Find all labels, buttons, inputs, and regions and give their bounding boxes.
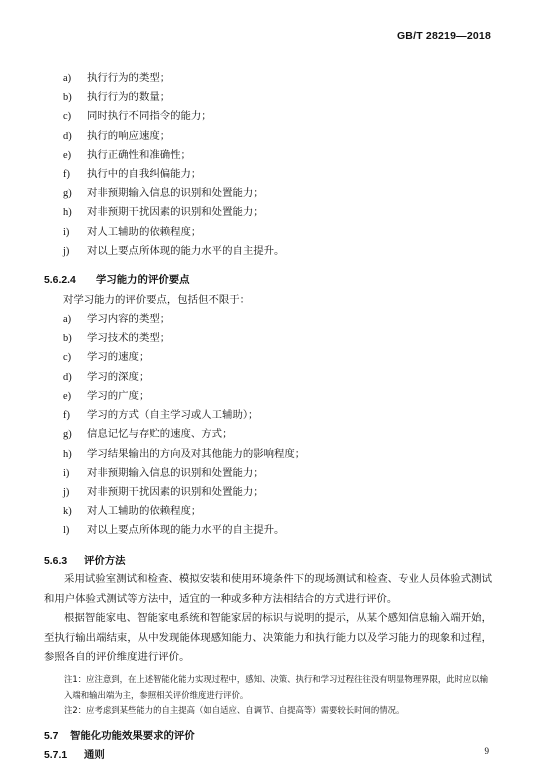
section-heading-5-7: 5.7 智能化功能效果要求的评价 (44, 730, 195, 742)
list-item: j) 对非预期干扰因素的识别和处置能力； (63, 486, 264, 498)
note-2: 注2：应考虑到某些能力的自主提高（如自适应、自调节、自提高等）需要较长时间的情况。 (64, 705, 405, 715)
list-item: f) 执行中的自我纠偏能力； (63, 168, 202, 180)
paragraph-method: 采用试验室测试和检查、模拟安装和使用环境条件下的现场测试和检查、专业人员体验式测试和用户体验式测试等方法中，适宜的一种或多种方法相结合的方式进行评价。 (44, 573, 492, 605)
list-item: j) 对以上要点所体现的能力水平的自主提升。 (63, 245, 285, 257)
list-item: h) 学习结果输出的方向及对其他能力的影响程度； (63, 448, 306, 460)
list-item: i) 对非预期输入信息的识别和处置能力； (63, 467, 264, 479)
list-item: a) 学习内容的类型； (63, 313, 171, 325)
list-item: g) 信息记忆与存贮的速度、方式； (63, 428, 233, 440)
section-heading-5-6-2-4: 5.6.2.4 学习能力的评价要点 (44, 274, 190, 286)
page-number: 9 (484, 746, 489, 756)
note-1: 注1：应注意到，在上述智能化能力实现过程中，感知、决策、执行和学习过程往往没有明显物理界限，此时应以输入端和输出端为主，参照相关评价维度进行评价。 (64, 674, 489, 700)
standard-number: GB/T 28219—2018 (396, 30, 491, 42)
paragraph-procedure: 根据智能家电、智能家电系统和智能家居的标识与说明的提示，从某个感知信息输入端开始，至执行输出端结束，从中发现能体现感知能力、决策能力和执行能力以及学习能力的现象和过程，参照各自的评价维度进行评价。 (44, 612, 492, 663)
section-heading-5-6-3: 5.6.3 评价方法 (44, 555, 126, 567)
list-item: k) 对人工辅助的依赖程度； (63, 505, 202, 517)
list-item: g) 对非预期输入信息的识别和处置能力； (63, 187, 264, 199)
list-item: b) 学习技术的类型； (63, 332, 171, 344)
section-heading-5-7-1: 5.7.1 通则 (44, 749, 105, 761)
list-item: l) 对以上要点所体现的能力水平的自主提升。 (63, 524, 285, 536)
list-item: i) 对人工辅助的依赖程度； (63, 226, 202, 238)
list-item: h) 对非预期干扰因素的识别和处置能力； (63, 206, 264, 218)
list-item: a) 执行行为的类型； (63, 72, 171, 84)
list-item: d) 执行的响应速度； (63, 130, 171, 142)
list-item: c) 同时执行不同指令的能力； (63, 110, 212, 122)
list-item: b) 执行行为的数量； (63, 91, 171, 103)
list-item: e) 学习的广度； (63, 390, 150, 402)
list-item: c) 学习的速度； (63, 351, 150, 363)
list-item: f) 学习的方式（自主学习或人工辅助）； (63, 409, 259, 421)
list-item: d) 学习的深度； (63, 371, 150, 383)
list-item: e) 执行正确性和准确性； (63, 149, 191, 161)
section-intro: 对学习能力的评价要点，包括但不限于： (63, 294, 251, 306)
